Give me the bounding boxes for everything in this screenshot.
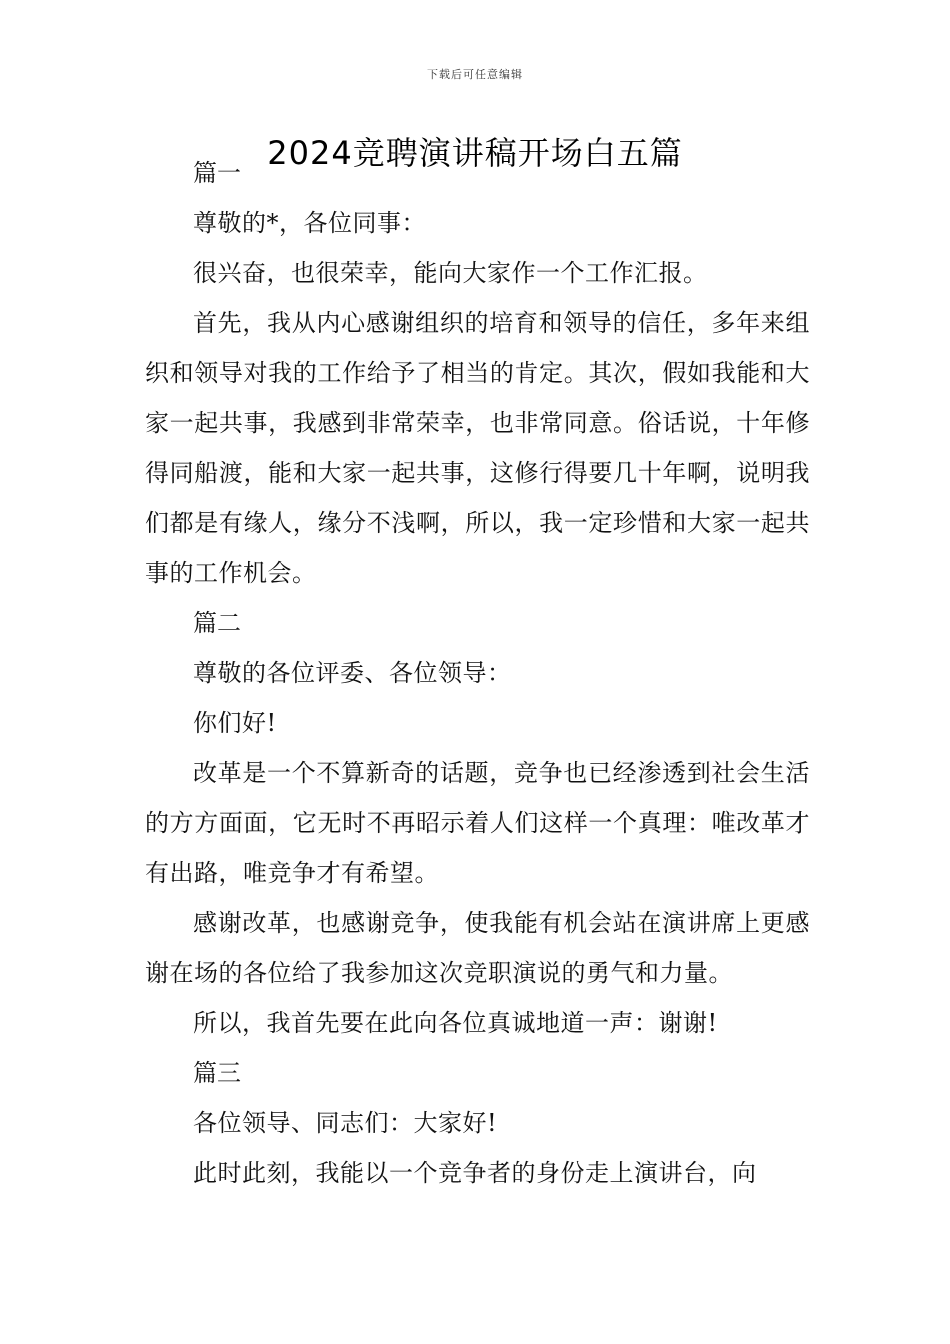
paragraph: 首先，我从内心感谢组织的培育和领导的信任，多年来组织和领导对我的工作给予了相当的肯定。其次，假如我能和大家一起共事，我感到非常荣幸，也非常同意。俗话说，十年修得同船渡，能和大家一起共事，这修行得要几十年啊，说明我们都是有缘人，缘分不浅啊，所以，我一定珍惜和大家一起共事的工作机会。 <box>145 309 810 587</box>
header-note: 下载后可任意编辑 <box>427 68 523 81</box>
paragraph: 所以，我首先要在此向各位真诚地道一声：谢谢! <box>193 1009 718 1037</box>
section-heading-2: 篇二 <box>193 609 241 637</box>
paragraph-salutation-1: 尊敬的*，各位同事： <box>193 209 426 237</box>
paragraph: 此时此刻，我能以一个竞争者的身份走上演讲台，向 <box>193 1159 757 1187</box>
section-heading-3: 篇三 <box>193 1059 241 1087</box>
section-heading-1: 篇一 <box>193 159 241 187</box>
paragraph-salutation-3: 各位领导、同志们：大家好! <box>193 1109 498 1137</box>
paragraph: 你们好! <box>193 709 277 737</box>
document-body <box>145 159 810 1198</box>
paragraph-salutation-2: 尊敬的各位评委、各位领导： <box>193 659 512 687</box>
paragraph: 感谢改革，也感谢竞争，使我能有机会站在演讲席上更感谢在场的各位给了我参加这次竞职演说的勇气和力量。 <box>145 909 810 987</box>
document-title: 2024竞聘演讲稿开场白五篇 <box>267 134 683 172</box>
paragraph: 改革是一个不算新奇的话题，竞争也已经渗透到社会生活的方方面面，它无时不再昭示着人们这样一个真理：唯改革才有出路，唯竞争才有希望。 <box>145 759 810 887</box>
paragraph: 很兴奋，也很荣幸，能向大家作一个工作汇报。 <box>193 259 708 287</box>
